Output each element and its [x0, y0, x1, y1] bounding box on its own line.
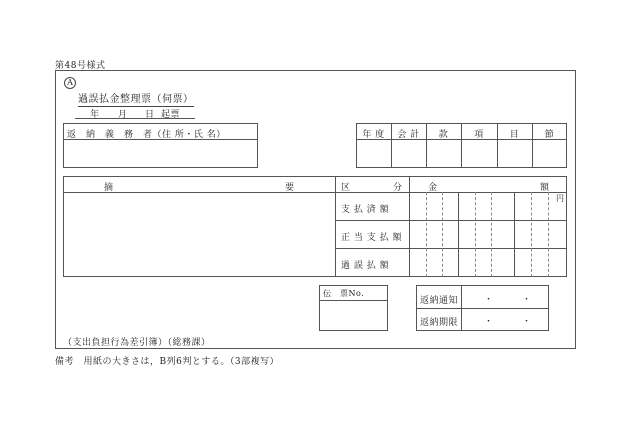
date-day: 日 [145, 110, 155, 120]
digit-separator [531, 192, 532, 277]
yen-unit: 円 [556, 194, 565, 203]
date-month: 月 [118, 110, 128, 120]
category-amount-divider [409, 176, 410, 277]
digit-separator [514, 192, 515, 277]
return-notice-dot-2: ・ [522, 295, 532, 305]
header-amount-right: 額 [540, 183, 550, 193]
header-category-left: 区 [341, 183, 351, 193]
category-proper: 正 当 支 払 額 [341, 233, 402, 243]
row-divider-2 [335, 248, 567, 249]
return-deadline-dot-2: ・ [522, 317, 532, 327]
form-number: 第48号様式 [55, 61, 106, 71]
voucher-label: 伝 票No. [323, 289, 365, 298]
digit-separator [475, 192, 476, 277]
budget-header-account: 会 計 [397, 130, 420, 140]
digit-separator [548, 192, 549, 277]
return-notice-label: 返納通知 [420, 296, 459, 306]
category-overpaid: 過 誤 払 額 [341, 261, 390, 271]
voucher-divider [319, 300, 388, 301]
category-paid: 支 払 済 額 [341, 205, 390, 215]
digit-separator [458, 192, 459, 277]
budget-header-moku: 目 [509, 130, 520, 140]
form-title: 過誤払金整理票（伺票） [78, 90, 194, 107]
return-notice-dot-1: ・ [484, 295, 494, 305]
date-underline [75, 118, 195, 119]
budget-header-year: 年 度 [362, 130, 385, 140]
digit-separator [442, 192, 443, 277]
obligor-header: 返 納 義 務 者（住 所・氏 名） [67, 130, 226, 140]
header-amount-left: 金 [428, 183, 438, 193]
return-deadline-label: 返納期限 [420, 318, 459, 328]
header-summary-right: 要 [285, 183, 295, 193]
budget-header-kan: 款 [438, 130, 449, 140]
summary-category-divider [335, 176, 336, 277]
row-divider-1 [335, 220, 567, 221]
return-row-divider [416, 308, 549, 309]
return-deadline-dot-1: ・ [484, 317, 494, 327]
circle-a-mark: A [64, 77, 76, 89]
remarks: 備考 用紙の大きさは，B列6判とする。（3部複写） [55, 357, 280, 367]
digit-separator [491, 192, 492, 277]
footer-department: （支出負担行為差引簿）（総務課） [63, 338, 211, 348]
date-year: 年 [90, 110, 100, 120]
date-suffix: 起票 [161, 110, 181, 120]
budget-header-setsu: 節 [544, 130, 555, 140]
header-category-right: 分 [393, 183, 403, 193]
header-summary-left: 摘 [104, 183, 114, 193]
digit-separator [426, 192, 427, 277]
budget-header-kou: 項 [474, 130, 484, 140]
return-label-divider [461, 285, 462, 331]
